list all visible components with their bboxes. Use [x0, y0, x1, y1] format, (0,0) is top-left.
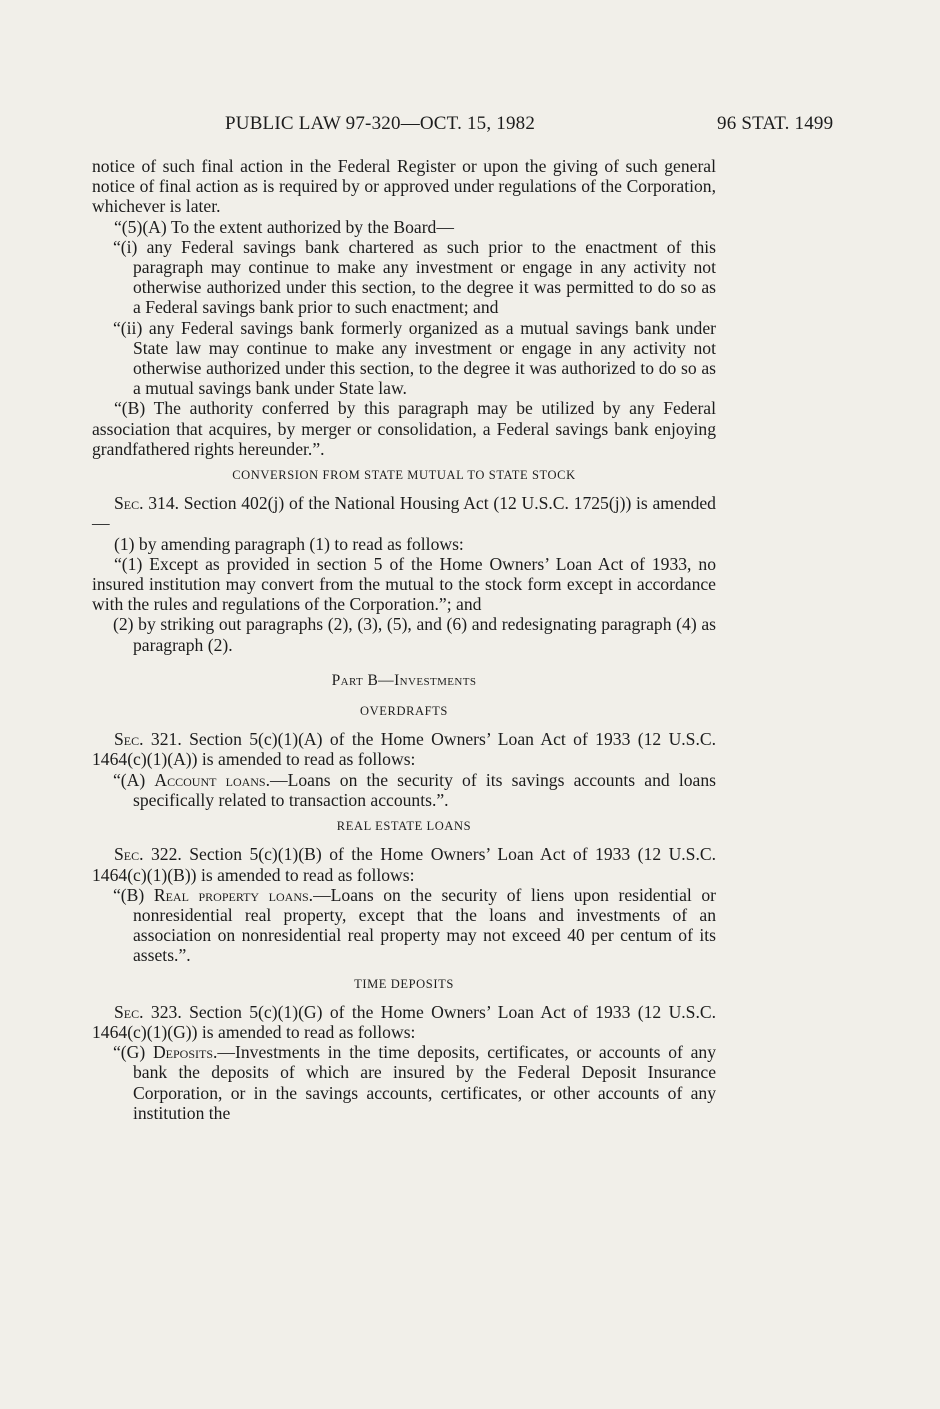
section-314-text: 314. Section 402(j) of the National Housing Act (12 U.S.C. 1725(j)) is amended— — [92, 493, 716, 534]
quote-text: —Investments in the time deposits, certificates, or accounts of any bank the deposits of which are insured by the Federal Deposit Insurance Corporation, or in the savings accounts, certificates, or other accounts of any institution the — [133, 1042, 716, 1123]
section-322 — [92, 844, 716, 884]
quote-text: —Loans on the security of its savings accounts and loans specifically related to transaction accounts.”. — [133, 769, 716, 810]
section-321 — [92, 729, 716, 769]
section-323-quote — [92, 1042, 716, 1123]
paragraph-5b: “(B) The authority conferred by this paragraph may be utilized by any Federal association that acquires, by merger or consolidation, a Federal savings bank enjoying grandfathered rights hereunder.”. — [92, 398, 716, 459]
section-321-quote — [92, 770, 716, 810]
section-314-item-1: (1) by amending paragraph (1) to read as follows: — [114, 533, 464, 554]
running-header-title: PUBLIC LAW 97-320—OCT. 15, 1982 — [225, 113, 536, 134]
section-314 — [92, 493, 716, 533]
section-323-text: 323. Section 5(c)(1)(G) of the Home Owners’ Loan Act of 1933 (12 U.S.C. 1464(c)(1)(G)) is amended to read as follows: — [92, 1001, 717, 1042]
paragraph-continuation: notice of such final action in the Federal Register or upon the giving of such general notice of final action as is required by or approved under regulations of the Corporation, whichever is later. — [92, 156, 716, 217]
section-label: Sec. — [114, 729, 144, 750]
section-label: Sec. — [114, 493, 144, 514]
quote-lead: “(B) — [113, 884, 154, 905]
part-heading: Part B—Investments — [331, 671, 477, 689]
section-heading-real-estate: REAL ESTATE LOANS — [336, 819, 472, 834]
paragraph-5a: “(5)(A) To the extent authorized by the Board— — [114, 216, 454, 237]
clause-ii: “(ii) any Federal savings bank formerly organized as a mutual savings bank under State law may continue to make any investment or engage in any activity not otherwise authorized under this section, to the degree it was authorized to do so as a mutual savings bank under State law. — [113, 317, 716, 399]
section-314-item-2: (2) by striking out paragraphs (2), (3), (5), and (6) and redesignating paragraph (4) as paragraph (2). — [113, 614, 716, 655]
body-text — [92, 156, 716, 1123]
section-314-quote: “(1) Except as provided in section 5 of the Home Owners’ Loan Act of 1933, no insured institution may convert from the mutual to the stock form except in accordance with the rules and regulations of the Corporation.”; and — [92, 553, 716, 615]
page-stat-number: 96 STAT. 1499 — [717, 113, 834, 134]
quote-text: —Loans on the security of liens upon residential or nonresidential real property, except that the loans and investments of an association on nonresidential real property may not exceed 40 per centum of its assets.”. — [133, 884, 716, 966]
section-heading-overdrafts: OVERDRAFTS — [360, 704, 448, 719]
clause-i: “(i) any Federal savings bank chartered as such prior to the enactment of this paragraph may continue to make any investment or engage in any activity not otherwise authorized under this section, to the degree it was permitted to do so as a Federal savings bank prior to such enactment; and — [113, 236, 716, 318]
quote-lead: “(A) — [113, 769, 155, 790]
quote-heading: Real property loans. — [153, 884, 314, 905]
section-323 — [92, 1002, 716, 1042]
section-heading-conversion: CONVERSION FROM STATE MUTUAL TO STATE STOCK — [232, 468, 576, 483]
quote-heading: Deposits. — [152, 1042, 218, 1063]
section-322-text: 322. Section 5(c)(1)(B) of the Home Owners’ Loan Act of 1933 (12 U.S.C. 1464(c)(1)(B)) is amended to read as follows: — [92, 844, 716, 885]
section-label: Sec. — [114, 1001, 144, 1022]
section-heading-time-deposits: TIME DEPOSITS — [354, 976, 454, 991]
section-322-quote — [92, 885, 716, 966]
quote-lead: “(G) — [113, 1042, 153, 1063]
quote-heading: Account loans. — [154, 769, 271, 790]
section-321-text: 321. Section 5(c)(1)(A) of the Home Owners’ Loan Act of 1933 (12 U.S.C. 1464(c)(1)(A)) is amended to read as follows: — [92, 729, 717, 770]
section-label: Sec. — [114, 844, 144, 865]
